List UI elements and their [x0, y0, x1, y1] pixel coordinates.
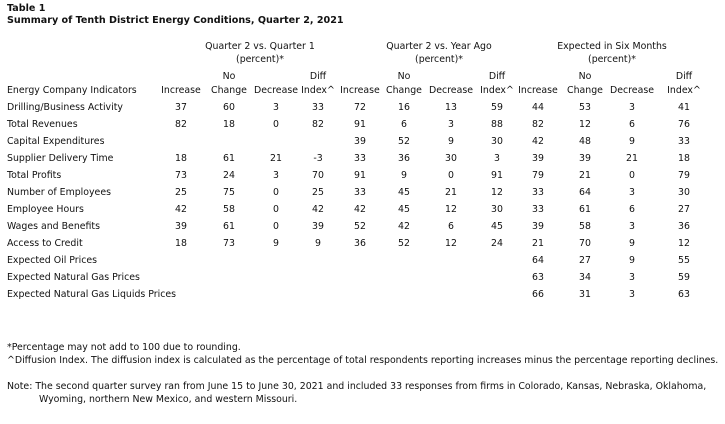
table-cell: 45 — [398, 204, 410, 215]
table-cell: 12 — [445, 238, 457, 249]
table-cell: 3 — [448, 119, 454, 130]
group-title: Quarter 2 vs. Quarter 1 — [205, 41, 315, 52]
table-cell: 37 — [175, 102, 187, 113]
table-cell: 59 — [678, 272, 690, 283]
rounding-footnote: *Percentage may not add to 100 due to rounding. — [7, 342, 241, 353]
column-header: Decrease — [429, 85, 473, 96]
table-cell: 21 — [579, 170, 591, 181]
column-header: Increase — [518, 85, 558, 96]
table-cell: 6 — [629, 204, 635, 215]
column-header-top: Diff — [675, 71, 693, 82]
table-cell: 9 — [629, 238, 635, 249]
table-title: Summary of Tenth District Energy Conditions, Quarter 2, 2021 — [7, 15, 344, 26]
table-cell: 79 — [678, 170, 690, 181]
table-cell: 16 — [398, 102, 410, 113]
column-header: Increase — [161, 85, 201, 96]
table-cell: 6 — [448, 221, 454, 232]
table-cell: 9 — [315, 238, 321, 249]
row-label: Expected Natural Gas Liquids Prices — [7, 289, 177, 300]
table-cell: 60 — [223, 102, 235, 113]
table-cell: 12 — [445, 204, 457, 215]
table-cell: 12 — [678, 238, 690, 249]
table-cell: 45 — [491, 221, 503, 232]
table-cell: 33 — [678, 136, 690, 147]
table-cell: 3 — [629, 289, 635, 300]
table-cell: 91 — [491, 170, 503, 181]
table-cell: 3 — [629, 272, 635, 283]
column-header: Decrease — [254, 85, 298, 96]
column-header: Change — [567, 85, 603, 96]
column-header-top: No — [578, 71, 592, 82]
table-cell: 12 — [579, 119, 591, 130]
table-cell: 61 — [223, 221, 235, 232]
group-title: Quarter 2 vs. Year Ago — [386, 41, 492, 52]
survey-note: Note: The second quarter survey ran from June 15 to June 30, 2021 and included 33 responses from firms in Colorado, Kansas, Nebraska, Oklahoma, — [7, 381, 707, 392]
table-cell: 41 — [678, 102, 690, 113]
table-cell: 66 — [532, 289, 544, 300]
table-cell: 3 — [629, 221, 635, 232]
survey-note-continued: Wyoming, northern New Mexico, and western Missouri. — [39, 394, 298, 405]
column-header: Index^ — [667, 85, 701, 96]
table-cell: 24 — [491, 238, 503, 249]
column-header-top: Diff — [488, 71, 506, 82]
table-cell: 53 — [579, 102, 591, 113]
table-cell: 42 — [312, 204, 324, 215]
table-cell: 3 — [273, 170, 279, 181]
table-cell: 42 — [175, 204, 187, 215]
table-cell: 21 — [445, 187, 457, 198]
table-cell: 0 — [629, 170, 635, 181]
table-cell: 73 — [175, 170, 187, 181]
table-cell: 3 — [273, 102, 279, 113]
table-cell: 18 — [175, 153, 187, 164]
column-header-top: No — [397, 71, 411, 82]
table-cell: 18 — [223, 119, 235, 130]
table-cell: 30 — [491, 136, 503, 147]
table-cell: 33 — [354, 153, 366, 164]
table-cell: 27 — [678, 204, 690, 215]
table-cell: 55 — [678, 255, 690, 266]
table-cell: 52 — [398, 136, 410, 147]
table-cell: 44 — [532, 102, 544, 113]
table-cell: 9 — [273, 238, 279, 249]
table-cell: 9 — [629, 255, 635, 266]
table-cell: 36 — [398, 153, 410, 164]
table-cell: 64 — [579, 187, 591, 198]
table-cell: 39 — [532, 153, 544, 164]
table-cell: 61 — [223, 153, 235, 164]
table-cell: 82 — [175, 119, 187, 130]
diffusion-index-footnote: ^Diffusion Index. The diffusion index is calculated as the percentage of total respondents reporting increases minus the percentage reporting declines. — [7, 355, 719, 366]
table-cell: 0 — [273, 221, 279, 232]
table-cell: 73 — [223, 238, 235, 249]
table-cell: 42 — [532, 136, 544, 147]
table-cell: 34 — [579, 272, 591, 283]
table-cell: 31 — [579, 289, 591, 300]
row-label: Drilling/Business Activity — [7, 102, 123, 113]
table-cell: 25 — [175, 187, 187, 198]
table-cell: 75 — [223, 187, 235, 198]
table-cell: 6 — [401, 119, 407, 130]
row-label: Wages and Benefits — [7, 221, 100, 232]
table-cell: 33 — [532, 204, 544, 215]
indicator-column-header: Energy Company Indicators — [7, 85, 137, 96]
table-cell: 9 — [629, 136, 635, 147]
row-label: Employee Hours — [7, 204, 84, 215]
table-cell: 42 — [354, 204, 366, 215]
row-label: Capital Expenditures — [7, 136, 105, 147]
table-cell: 25 — [312, 187, 324, 198]
table-cell: 59 — [491, 102, 503, 113]
table-cell: 64 — [532, 255, 544, 266]
column-header: Increase — [340, 85, 380, 96]
table-cell: 0 — [273, 119, 279, 130]
row-label: Total Revenues — [7, 119, 78, 130]
row-label: Total Profits — [7, 170, 62, 181]
column-header: Change — [211, 85, 247, 96]
table-cell: 36 — [678, 221, 690, 232]
row-label: Expected Natural Gas Prices — [7, 272, 140, 283]
column-header: Decrease — [610, 85, 654, 96]
table-cell: 21 — [626, 153, 638, 164]
table-cell: 79 — [532, 170, 544, 181]
table-cell: 39 — [354, 136, 366, 147]
table-cell: 61 — [579, 204, 591, 215]
table-cell: 0 — [273, 187, 279, 198]
table-cell: 48 — [579, 136, 591, 147]
table-cell: 45 — [398, 187, 410, 198]
table-cell: 36 — [354, 238, 366, 249]
table-cell: 6 — [629, 119, 635, 130]
table-cell: 58 — [579, 221, 591, 232]
table-cell: 88 — [491, 119, 503, 130]
table-cell: 58 — [223, 204, 235, 215]
group-title: Expected in Six Months — [557, 41, 667, 52]
table-cell: 21 — [532, 238, 544, 249]
table-cell: 12 — [491, 187, 503, 198]
table-cell: 63 — [532, 272, 544, 283]
table-cell: 33 — [312, 102, 324, 113]
group-header-year-ago — [349, 40, 529, 66]
table-cell: 13 — [445, 102, 457, 113]
column-header-top: Diff — [309, 71, 327, 82]
column-header: Change — [386, 85, 422, 96]
table-cell: -3 — [313, 153, 323, 164]
column-header: Index^ — [301, 85, 335, 96]
table-cell: 9 — [401, 170, 407, 181]
table-cell: 3 — [629, 187, 635, 198]
table-cell: 18 — [678, 153, 690, 164]
table-cell: 82 — [532, 119, 544, 130]
table-cell: 70 — [579, 238, 591, 249]
table-cell: 63 — [678, 289, 690, 300]
table-cell: 33 — [532, 187, 544, 198]
table-cell: 33 — [354, 187, 366, 198]
table-cell: 30 — [678, 187, 690, 198]
table-cell: 76 — [678, 119, 690, 130]
table-cell: 82 — [312, 119, 324, 130]
table-cell: 30 — [491, 204, 503, 215]
table-cell: 9 — [448, 136, 454, 147]
table-cell: 39 — [175, 221, 187, 232]
table-cell: 3 — [629, 102, 635, 113]
column-header: Index^ — [480, 85, 514, 96]
table-cell: 24 — [223, 170, 235, 181]
table-label: Table 1 — [7, 3, 46, 14]
row-label: Supplier Delivery Time — [7, 153, 114, 164]
table-cell: 52 — [398, 238, 410, 249]
table-cell: 18 — [175, 238, 187, 249]
table-cell: 70 — [312, 170, 324, 181]
table-cell: 39 — [312, 221, 324, 232]
table-cell: 21 — [270, 153, 282, 164]
table-cell: 42 — [398, 221, 410, 232]
table-cell: 30 — [445, 153, 457, 164]
table-cell: 3 — [494, 153, 500, 164]
table-cell: 0 — [448, 170, 454, 181]
table-cell: 72 — [354, 102, 366, 113]
table-cell: 52 — [354, 221, 366, 232]
group-unit: (percent)* — [415, 54, 463, 65]
table-cell: 27 — [579, 255, 591, 266]
row-label: Number of Employees — [7, 187, 111, 198]
table-cell: 39 — [579, 153, 591, 164]
group-unit: (percent)* — [236, 54, 284, 65]
group-unit: (percent)* — [588, 54, 636, 65]
table-cell: 91 — [354, 119, 366, 130]
row-label: Expected Oil Prices — [7, 255, 98, 266]
table-cell: 0 — [273, 204, 279, 215]
group-header-quarter-vs-quarter — [170, 40, 350, 66]
table-cell: 91 — [354, 170, 366, 181]
table-cell: 39 — [532, 221, 544, 232]
group-header-six-months — [522, 40, 702, 66]
column-header-top: No — [222, 71, 236, 82]
row-label: Access to Credit — [7, 238, 83, 249]
